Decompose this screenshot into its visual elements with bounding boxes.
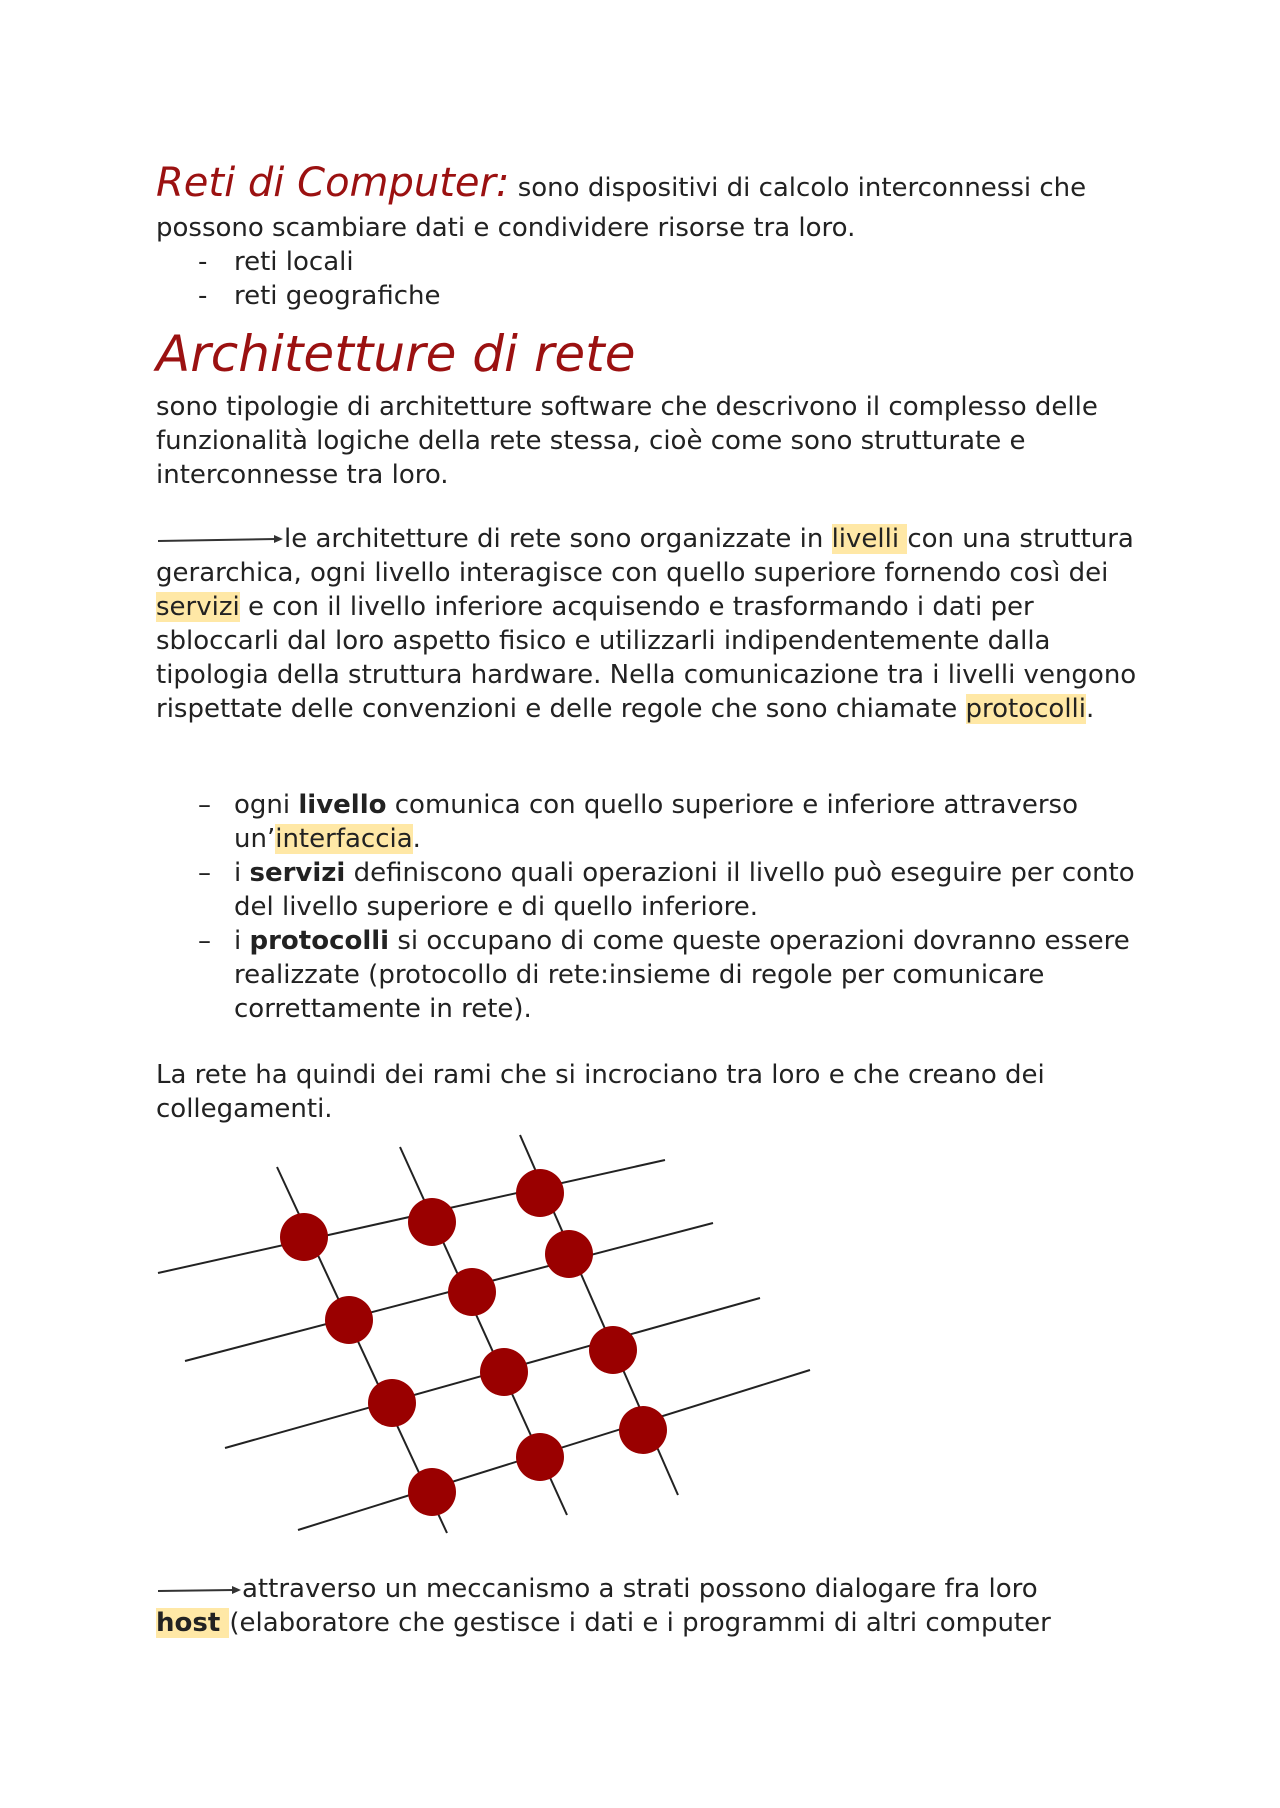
paragraph: sono tipologie di architetture software che descrivono il complesso delle funzionalità logiche della rete stessa, cioè come sono strutturate e interconnesse tra loro. bbox=[156, 392, 1098, 490]
highlight-livelli: livelli bbox=[831, 524, 908, 554]
section-title: Reti di Computer: bbox=[156, 160, 510, 206]
network-node bbox=[280, 1213, 328, 1261]
list-item: – i servizi definiscono quali operazioni il livello può eseguire per conto del livello superiore e di quello inferiore. bbox=[198, 858, 1135, 922]
network-node bbox=[480, 1348, 528, 1396]
list-item: – i protocolli si occupano di come queste operazioni dovranno essere realizzate (protocollo di rete:insieme di regole per comunicare correttamente in rete). bbox=[198, 926, 1130, 1024]
network-node bbox=[408, 1468, 456, 1516]
list-item: - reti locali bbox=[198, 247, 354, 277]
highlight-interfaccia: interfaccia bbox=[275, 824, 413, 854]
network-node bbox=[619, 1406, 667, 1454]
network-node bbox=[448, 1268, 496, 1316]
arrow-icon bbox=[156, 1582, 242, 1598]
network-node bbox=[545, 1230, 593, 1278]
list-item: - reti geografiche bbox=[198, 281, 441, 311]
section-heading: Architetture di rete bbox=[156, 325, 636, 383]
intro-inline: sono dispositivi di calcolo interconnessi che bbox=[509, 173, 1087, 203]
network-node bbox=[325, 1296, 373, 1344]
highlight-protocolli: protocolli bbox=[965, 694, 1087, 724]
host-paragraph: attraverso un meccanismo a strati possono dialogare fra loro host (elaboratore che gestisce i dati e i programmi di altri computer bbox=[156, 1574, 1051, 1638]
list-item: – ogni livello comunica con quello superiore e inferiore attraverso un’interfaccia. bbox=[198, 790, 1078, 854]
network-node bbox=[368, 1379, 416, 1427]
intro-continuation: possono scambiare dati e condividere risorse tra loro. bbox=[156, 213, 856, 243]
highlight-host: host bbox=[156, 1608, 230, 1638]
network-node bbox=[589, 1326, 637, 1374]
network-node bbox=[516, 1433, 564, 1481]
network-node bbox=[516, 1169, 564, 1217]
levels-paragraph: le architetture di rete sono organizzate in livelli con una struttura gerarchica, ogni livello interagisce con quello superiore fornendo così dei servizi e con il livello inferiore acquisendo e trasformando i dati per sbloccarli dal loro aspetto fisico e utilizzarli indipendentemente dalla tipologia della struttura hardware. Nella comunicazione tra i livelli vengono rispettate delle convenzioni e delle regole che sono chiamate protocolli. bbox=[156, 524, 1137, 724]
network-node bbox=[408, 1198, 456, 1246]
highlight-servizi: servizi bbox=[156, 592, 240, 622]
rami-paragraph: La rete ha quindi dei rami che si incrociano tra loro e che creano dei collegamenti. bbox=[156, 1060, 1045, 1124]
